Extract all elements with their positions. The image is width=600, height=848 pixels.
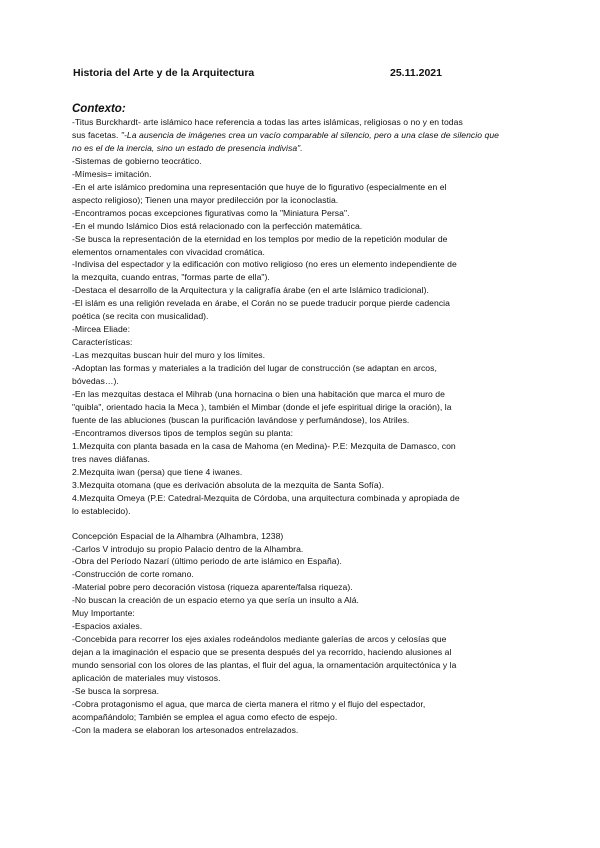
text-line: -Espacios axiales. [72,621,143,632]
text-line: -Indivisa del espectador y la edificación con motivo religioso (no eres un elemento independiente de [72,259,457,270]
text-line: -En el arte islámico predomina una representación que huye de lo figurativo (especialmente en el [72,181,447,192]
text-line: mundo sensorial con los olores de las plantas, el fluir del agua, la ornamentación arquitectónica y la [72,660,457,671]
text-line: -Mímesis= imitación. [72,168,152,179]
text-line: elementos ornamentales con vivacidad cromática. [72,246,265,257]
text-line: 3.Mezquita otomana (que es derivación absoluta de la mezquita de Santa Sofía). [72,479,385,490]
text-line: -Concebida para recorrer los ejes axiales rodeándolos mediante galerías de arcos y celosías que [72,634,447,645]
text-line: acompañándolo; También se emplea el agua como efecto de espejo. [72,711,338,722]
text-line: -Titus Burckhardt- arte islámico hace referencia a todas las artes islámicas, religiosas o no y en todas [72,117,463,127]
text-line: bóvedas…). [72,376,119,387]
text-line: 1.Mezquita con planta basada en la casa de Mahoma (en Medina)- P.E: Mezquita de Damasco, con [72,440,456,451]
document-page [72,67,530,737]
alhambra-section [72,530,530,737]
text-line: -Obra del Período Nazarí (último periodo de arte islámico en España). [72,556,342,567]
text-line: -Cobra protagonismo el agua, que marca de cierta manera el ritmo y el flujo del espectador, [72,698,426,709]
text-line: -No buscan la creación de un espacio eterno ya que sería un insulto a Alá. [72,595,359,606]
contexto-section [72,116,530,518]
section-spacer [72,518,530,530]
text-line: -Mircea Eliade: [72,324,131,335]
text-line: la mezquita, cuando entras, "formas parte de ella"). [72,272,270,283]
burckhardt-quote: no es el de la inercia, sino un estado de presencia indivisa". [72,142,303,153]
text-line: poética (se recita con musicalidad). [72,311,209,322]
text-line: tres naves diáfanas. [72,453,150,464]
text-line: -En el mundo Islámico Dios está relacionado con la perfección matemática. [72,220,363,231]
text-line [72,129,530,142]
text-line: -Las mezquitas buscan huir del muro y los límites. [72,350,266,361]
alhambra-heading: Concepción Espacial de la Alhambra (Alhambra, 1238) [72,530,284,541]
text-line: fuente de las abluciones (buscan la purificación lavándose y perfumándose), los Atriles. [72,414,410,425]
text-line: -Se busca la sorpresa. [72,685,160,696]
text-line: -Con la madera se elaboran los artesonados entrelazados. [72,724,299,735]
text-line: -Encontramos diversos tipos de templos según su planta: [72,427,294,438]
text-line: -Carlos V introdujo su propio Palacio dentro de la Alhambra. [72,543,304,554]
text-line: -Destaca el desarrollo de la Arquitectura y la caligrafía árabe (en el arte Islámico tradicional). [72,285,429,296]
text-line: -Construcción de corte romano. [72,569,194,580]
text-line: "quibla", orientado hacia la Meca ), también el Mimbar (donde el jefe espiritual dirige la oración), la [72,401,452,412]
text-line: aplicación de materiales muy vistosos. [72,673,221,684]
text-span: sus facetas. [72,129,119,140]
text-line: 2.Mezquita iwan (persa) que tiene 4 iwanes. [72,466,243,477]
text-line: Muy Importante: [72,608,135,619]
text-line: -Encontramos pocas excepciones figurativas como la "Miniatura Persa". [72,207,350,218]
document-title: Historia del Arte y de la Arquitectura [73,67,255,79]
text-line: aspecto religioso); Tienen una mayor predilección por la iconoclastia. [72,194,339,205]
text-line: lo establecido). [72,505,131,516]
text-line: -El islám es una religión revelada en árabe, el Corán no se puede traducir porque pierde cadencia [72,298,450,309]
text-line: -Se busca la representación de la eternidad en los templos por medio de la repetición modular de [72,233,448,244]
text-line: -En las mezquitas destaca el Mihrab (una hornacina o bien una habitación que marca el muro de [72,389,445,400]
document-date: 25.11.2021 [390,67,442,79]
text-line: -Adoptan las formas y materiales a la tradición del lugar de construcción (se adaptan en arcos, [72,363,437,374]
text-line: -Material pobre pero decoración vistosa (riqueza aparente/falsa riqueza). [72,582,353,593]
section-heading-contexto: Contexto: [72,103,126,115]
text-line: Características: [72,337,133,348]
text-line: -Sistemas de gobierno teocrático. [72,155,202,166]
burckhardt-quote: "-La ausencia de imágenes crea un vacío comparable al silencio, pero a una clase de silencio que [118,129,499,140]
text-line: dejan a la imaginación el espacio que se presenta después del ya recorrido, haciendo alusiones al [72,647,452,658]
text-line: 4.Mezquita Omeya (P.E: Catedral-Mezquita de Córdoba, una arquitectura combinada y apropiada de [72,492,460,503]
document-header [72,67,530,83]
